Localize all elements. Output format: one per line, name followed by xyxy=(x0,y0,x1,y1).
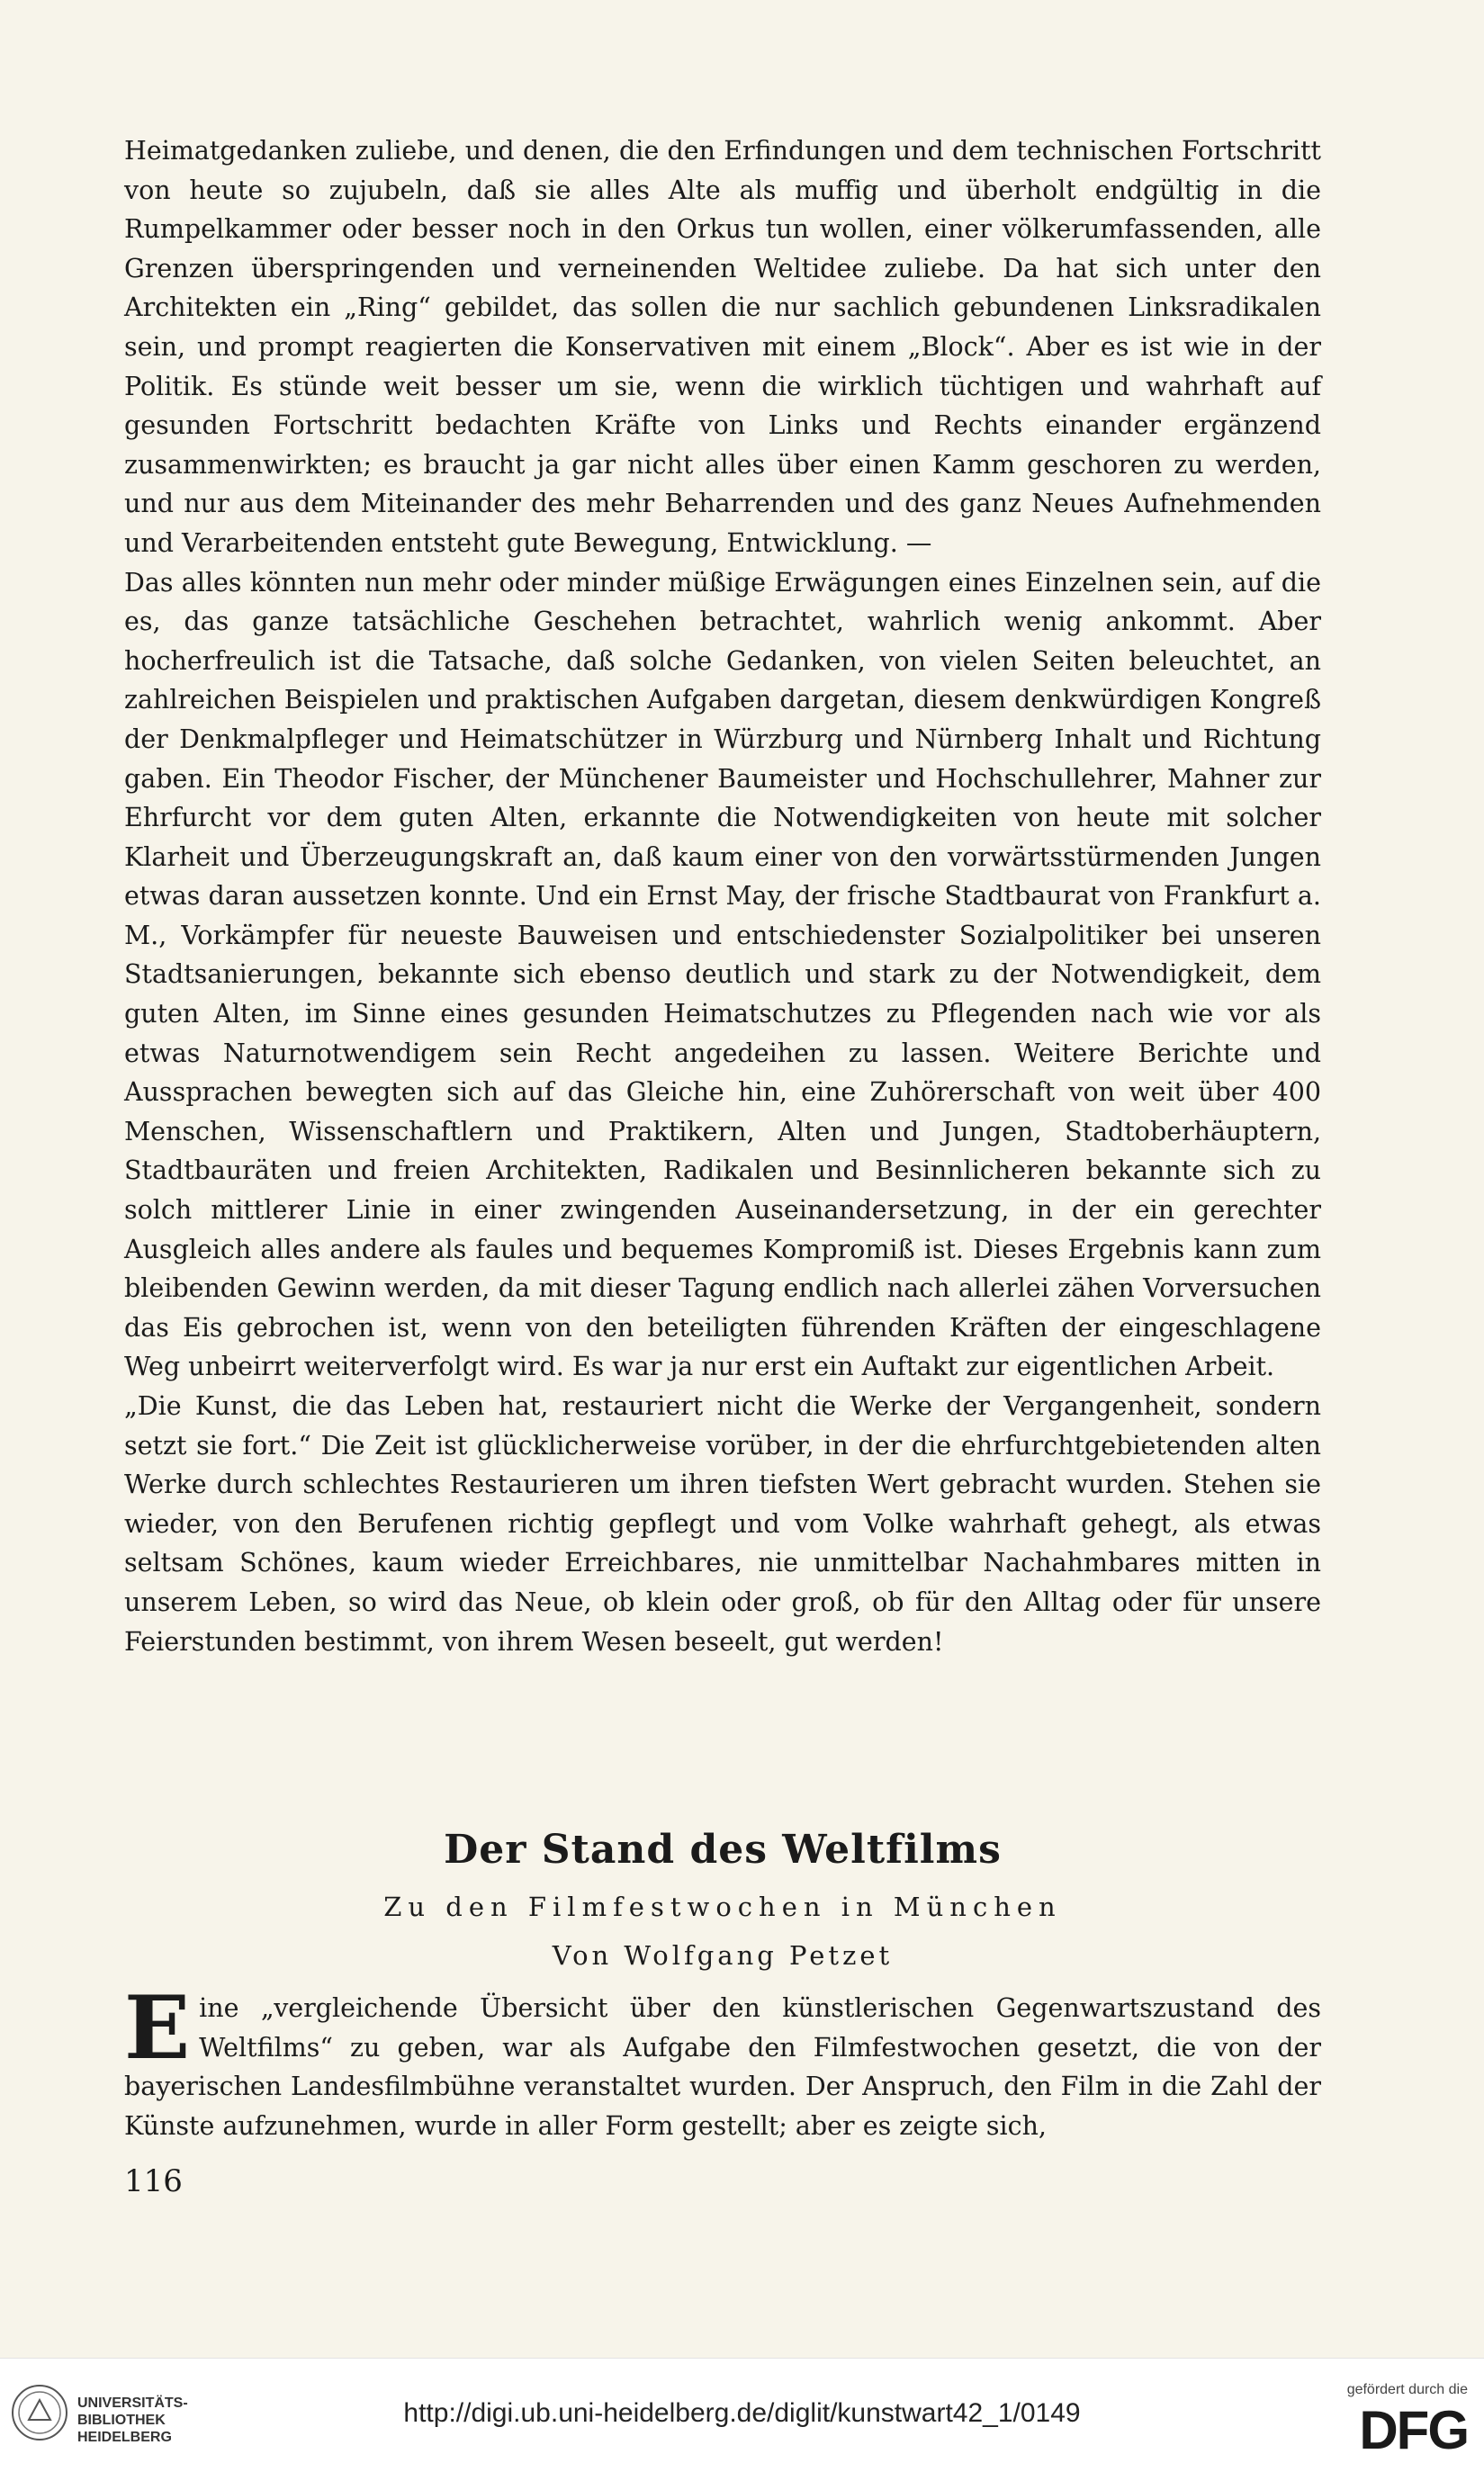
library-line-3: HEIDELBERG xyxy=(77,2430,172,2445)
article-body xyxy=(124,1977,1321,2145)
main-text xyxy=(124,131,1321,1661)
article-subtitle: Zu den Filmfestwochen in München xyxy=(383,1892,1062,1922)
library-line-1: UNIVERSITÄTS- xyxy=(77,2396,188,2411)
article-title: Der Stand des Weltfilms xyxy=(444,1827,1002,1873)
article-body-text: ine „vergleichende Übersicht über den künstlerischen Gegenwartszustand des Weltfilms“ zu geben, war als Aufgabe den Filmfestwochen gesetzt, die von der bayerischen Landesfilmbühne veranstaltet wurden. Der Anspruch, den Film in die Zahl der Künste aufzunehmen, wurde in aller Form gestellt; aber es zeigte sich, xyxy=(124,1993,1321,2141)
sponsor-text: gefördert durch die xyxy=(1346,2382,1468,2397)
paragraph-3: „Die Kunst, die das Leben hat, restauriert nicht die Werke der Vergangenheit, sondern setzt sie fort.“ Die Zeit ist glücklicherweise vorüber, in der die ehrfurchtgebietenden alten Werke durch schlechtes Restaurieren um ihren tiefsten Wert gebracht wurden. Stehen sie wieder, von den Berufenen richtig gepflegt und vom Volke wahrhaft gehegt, als etwas seltsam Schönes, kaum wieder Erreichbares, nie unmittelbar Nachahmbares mitten in unserem Leben, so wird das Neue, ob klein oder groß, ob für den Alltag oder für unsere Feierstunden bestimmt, von ihrem Wesen beseelt, gut werden! xyxy=(124,1391,1321,1657)
paragraph-2: Das alles könnten nun mehr oder minder müßige Erwägungen eines Einzelnen sein, auf die es, das ganze tatsächliche Geschehen betrachtet, wahrlich wenig ankommt. Aber hocherfreulich ist die Tatsache, daß solche Gedanken, von vielen Seiten beleuchtet, an zahlreichen Beispielen und praktischen Aufgaben dargetan, diesem denkwürdigen Kongreß der Denkmalpfleger und Heimatschützer in Würzburg und Nürnberg Inhalt und Richtung gaben. Ein Theodor Fischer, der Münchener Baumeister und Hochschullehrer, Mahner zur Ehrfurcht vor dem guten Alten, erkannte die Notwendigkeiten von heute mit solcher Klarheit und Überzeugungskraft an, daß kaum einer von den vorwärtsstürmenden Jungen etwas daran aussetzen konnte. Und ein Ernst May, der frische Stadtbaurat von Frankfurt a. M., Vorkämpfer für neueste Bauweisen und entschiedenster Sozialpolitiker bei unseren Stadtsanierungen, bekannte sich ebenso deutlich und stark zu der Notwendigkeit, dem guten Alten, im Sinne eines gesunden Heimatschutzes zu Pflegenden nach wie vor als etwas Naturnotwendigem sein Recht angedeihen zu lassen. Weitere Berichte und Aussprachen bewegten sich auf das Gleiche hin, eine Zuhörerschaft von weit über 400 Menschen, Wissenschaftlern und Praktikern, Alten und Jungen, Stadtoberhäuptern, Stadtbauräten und freien Architekten, Radikalen und Besinnlicheren bekannte sich zu solch mittlerer Linie in einer zwingenden Auseinandersetzung, in der ein gerechter Ausgleich alles andere als faules und bequemes Kompromiß ist. Dieses Ergebnis kann zum bleibenden Gewinn werden, da mit dieser Tagung endlich nach allerlei zähen Vorversuchen das Eis gebrochen ist, wenn von den beteiligten führenden Kräften der eingeschlagene Weg unbeirrt weiterverfolgt wird. Es war ja nur erst ein Auftakt zur eigentlichen Arbeit. xyxy=(124,567,1321,1382)
library-line-2: BIBLIOTHEK xyxy=(77,2413,166,2428)
page-number: 116 xyxy=(124,2163,183,2199)
article-byline: Von Wolfgang Petzet xyxy=(552,1940,894,1971)
sponsor-block[interactable] xyxy=(1270,2382,1468,2459)
paragraph-1: Heimatgedanken zuliebe, und denen, die den Erfindungen und dem technischen Fortschritt von heute so zujubeln, daß sie alles Alte als muffig und überholt endgültig in die Rumpelkammer oder besser noch in den Orkus tun wollen, einer völkerumfassenden, alle Grenzen überspringenden und verneinenden Weltidee zuliebe. Da hat sich unter den Architekten ein „Ring“ gebildet, das sollen die nur sachlich gebundenen Linksradikalen sein, und prompt reagierten die Konservativen mit einem „Block“. Aber es ist wie in der Politik. Es stünde weit besser um sie, wenn die wirklich tüchtigen und wahrhaft auf gesunden Fortschritt bedachten Kräfte von Links und Rechts einander ergänzend zusammenwirkten; es braucht ja gar nicht alles über einen Kamm geschoren zu werden, und nur aus dem Miteinander des mehr Beharrenden und des ganz Neues Aufnehmenden und Verarbeitenden entsteht gute Bewegung, Entwicklung. — xyxy=(124,136,1321,558)
dfg-logo-icon: DFG xyxy=(1359,2400,1468,2460)
drop-cap: E xyxy=(124,1977,191,2079)
footer-bar xyxy=(0,2358,1484,2481)
source-url-link[interactable]: http://digi.ub.uni-heidelberg.de/diglit/kunstwart42_1/0149 xyxy=(403,2398,1081,2428)
